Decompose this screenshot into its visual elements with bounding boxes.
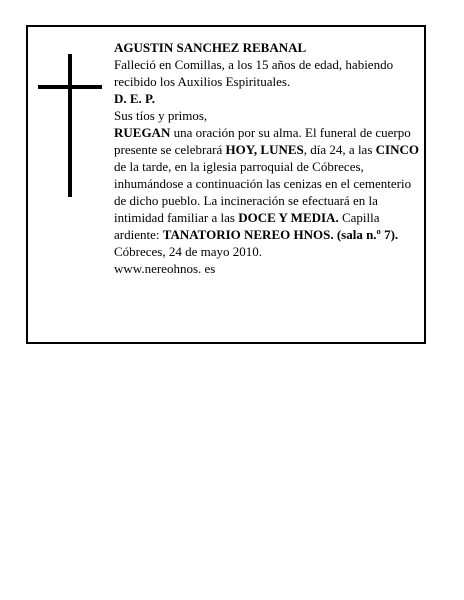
obituary-notice: [26, 25, 426, 344]
rip-line: D. E. P.: [114, 91, 156, 106]
passing-statement: Falleció en Comillas, a los 15 años de edad, habiendo recibido los Auxilios Espirituales.: [114, 57, 394, 89]
funeral-text-3: de la tarde, en la iglesia parroquial de Cóbreces, inhumándose a continuación las cenizas en el cementerio de dicho pueblo. La incineración se efectuará en la intimidad familiar a las: [114, 159, 412, 225]
funeral-text-2: , día 24, a las: [303, 142, 376, 157]
funeral-hour: CINCO: [375, 142, 419, 157]
family-line: Sus tíos y primos,: [114, 108, 208, 123]
funeral-text-1: una oración por su alma. El funeral de cuerpo presente se celebrará: [114, 125, 411, 157]
place-date: Cóbreces, 24 de mayo 2010.: [114, 244, 263, 259]
funeral-home: TANATORIO NEREO HNOS. (sala n.º 7).: [162, 227, 399, 242]
notice-text: [114, 39, 420, 277]
deceased-name: AGUSTIN SANCHEZ REBANAL: [114, 40, 307, 55]
funeral-day: HOY, LUNES: [225, 142, 304, 157]
cross-icon-horizontal-bar: [38, 85, 102, 89]
cross-icon-vertical-bar: [68, 54, 72, 197]
incineration-hour: DOCE Y MEDIA.: [238, 210, 339, 225]
ruegan-word: RUEGAN: [114, 125, 171, 140]
funeral-text-4: Capilla ardiente:: [114, 210, 380, 242]
funeral-details: [114, 124, 420, 243]
website: www.nereohnos. es: [114, 261, 216, 276]
